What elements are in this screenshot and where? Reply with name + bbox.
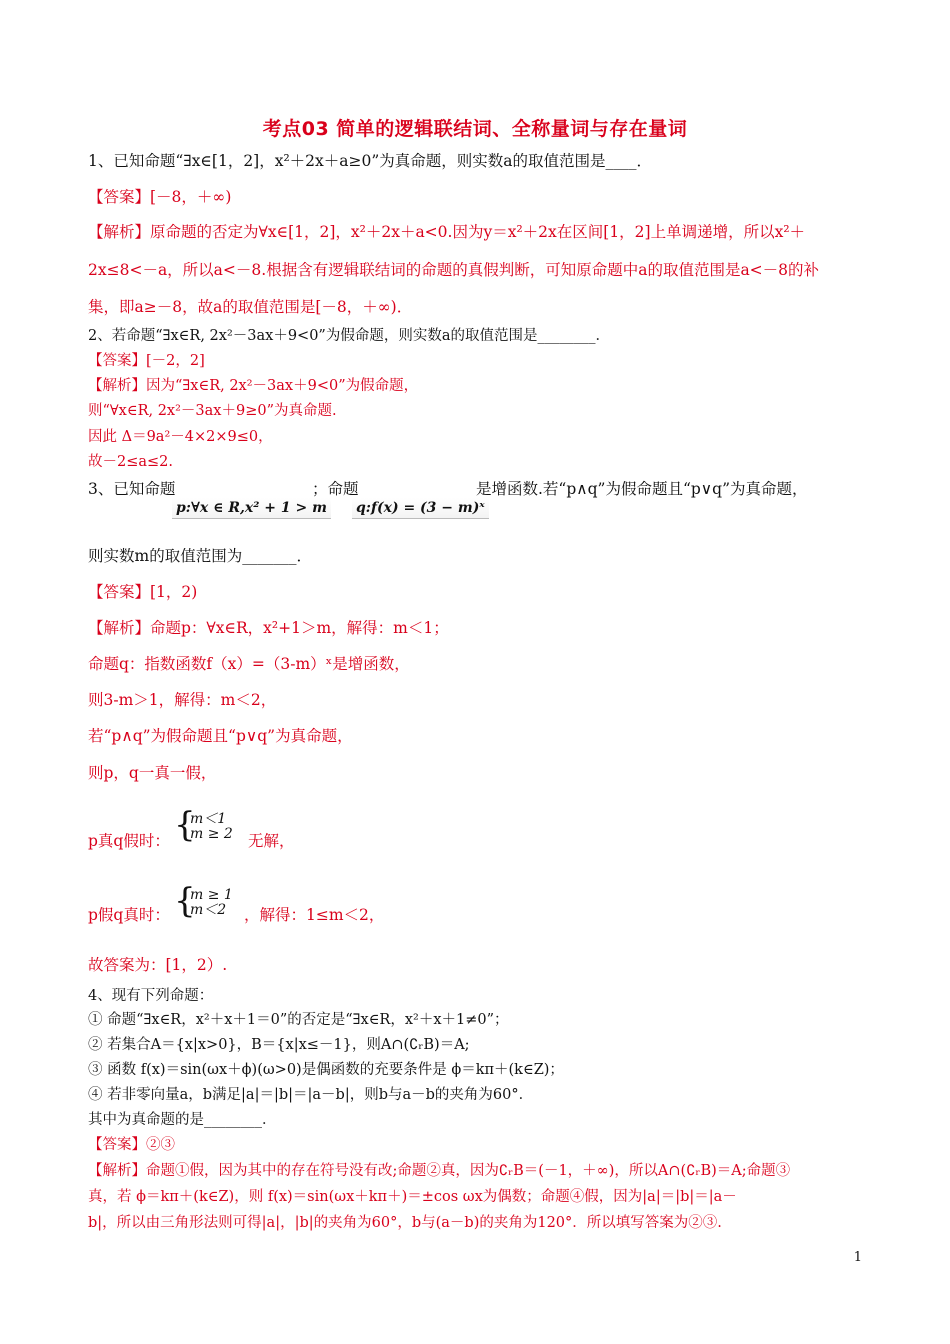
q1-analysis-line-1: 【解析】原命题的否定为∀x∈[1，2]，x²＋2x＋a<0.因为y＝x²＋2x在区间[1，2]上单调递增，所以x²＋ <box>88 223 806 241</box>
q3-conclusion: 故答案为：[1，2）. <box>88 956 228 974</box>
q3-analysis-line-5: 则p，q一真一假， <box>88 764 217 782</box>
q3-case1-row1: m＜1 <box>190 811 227 827</box>
q4-line-3: ② 若集合A＝{x|x>0}，B＝{x|x≤－1}，则A∩(∁ᵣB)＝A; <box>88 1037 470 1053</box>
q2-analysis-line-4: 故－2≤a≤2. <box>88 454 174 470</box>
q3-case2-label: p假q真时： <box>88 906 170 924</box>
q4-line-4: ③ 函数 f(x)＝sin(ωx＋ϕ)(ω>0)是偶函数的充要条件是 ϕ＝kπ＋(k∈Z)； <box>88 1062 564 1078</box>
q3-analysis-line-1: 【解析】命题p：∀x∈R，x²+1＞m，解得：m＜1； <box>88 619 449 637</box>
q3-question-part1: 3、已知命题 <box>88 480 176 498</box>
q3-formula-q-image: q:f(x) = (3 − m)ˣ <box>352 498 489 519</box>
q3-question-line2: 则实数m的取值范围为_______． <box>88 547 312 565</box>
q3-analysis-line-4: 若“p∧q”为假命题且“p∨q”为真命题， <box>88 727 353 745</box>
q3-question-part2: ；命题 <box>312 480 359 498</box>
q3-analysis-line-2: 命题q：指数函数f（x）=（3-m）ˣ是增函数， <box>88 655 410 673</box>
q2-analysis-line-2: 则“∀x∈R, 2x²－3ax＋9≥0”为真命题. <box>88 403 337 419</box>
q3-formula-p-image: p:∀x ∈ R,x² + 1 > m <box>172 498 331 519</box>
q2-question: 2、若命题“∃x∈R, 2x²－3ax＋9<0”为假命题，则实数a的取值范围是________． <box>88 328 610 344</box>
q3-case1-result: 无解， <box>248 832 295 850</box>
q4-line-5: ④ 若非零向量a，b满足|a|＝|b|＝|a－b|，则b与a－b的夹角为60°． <box>88 1087 534 1103</box>
q4-line-2: ① 命题“∃x∈R，x²＋x＋1＝0”的否定是“∃x∈R，x²＋x＋1≠0”； <box>88 1012 509 1028</box>
left-brace-icon: { <box>174 881 196 921</box>
page-number: 1 <box>853 1250 862 1265</box>
q1-answer: 【答案】[－8，＋∞) <box>88 188 232 206</box>
q4-analysis-line-2: 真，若 ϕ＝kπ＋(k∈Z)，则 f(x)＝sin(ωx＋kπ＋)＝±cos ωx为偶数；命题④假，因为|a|＝|b|＝|a－ <box>88 1189 737 1205</box>
left-brace-icon: { <box>174 805 196 845</box>
q2-answer: 【答案】[－2，2] <box>88 353 205 369</box>
q3-case2-row2: m＜2 <box>190 902 227 918</box>
page-title: 考点03 简单的逻辑联结词、全称量词与存在量词 <box>262 118 688 140</box>
q4-analysis-line-3: b|，所以由三角形法则可得|a|，|b|的夹角为60°，b与(a－b)的夹角为120°．所以填写答案为②③. <box>88 1215 722 1231</box>
q3-analysis-line-3: 则3-m＞1，解得：m＜2， <box>88 691 277 709</box>
q1-analysis-line-2: 2x≤8<－a，所以a<－8.根据含有逻辑联结词的命题的真假判断，可知原命题中a的取值范围是a<－8的补 <box>88 261 820 279</box>
q4-answer: 【答案】②③ <box>88 1137 175 1153</box>
q1-analysis-line-3: 集，即a≥－8，故a的取值范围是[－8，＋∞)． <box>88 298 413 316</box>
q4-analysis-line-1: 【解析】命题①假，因为其中的存在符号没有改;命题②真，因为∁ᵣB＝(－1，＋∞)，所以A∩(∁ᵣB)＝A;命题③ <box>88 1163 791 1179</box>
q2-analysis-line-3: 因此 Δ＝9a²－4×2×9≤0， <box>88 429 273 445</box>
q3-answer: 【答案】[1，2) <box>88 583 198 601</box>
q4-line-6: 其中为真命题的是________． <box>88 1112 277 1128</box>
q4-line-1: 4、现有下列命题： <box>88 988 214 1004</box>
q3-case1-label: p真q假时： <box>88 832 170 850</box>
q2-analysis-line-1: 【解析】因为“∃x∈R, 2x²－3ax＋9<0”为假命题， <box>88 378 419 394</box>
q3-case1-row2: m ≥ 2 <box>190 826 233 842</box>
q3-question-part3: 是增函数.若“p∧q”为假命题且“p∨q”为真命题， <box>476 480 808 498</box>
q3-case2-row1: m ≥ 1 <box>190 887 233 903</box>
q1-question: 1、已知命题“∃x∈[1，2]，x²＋2x＋a≥0”为真命题，则实数a的取值范围是____． <box>88 152 653 170</box>
q3-case2-system <box>174 881 244 922</box>
q3-case1-system <box>174 805 244 846</box>
q3-case2-result: ，解得：1≤m＜2， <box>244 906 385 924</box>
